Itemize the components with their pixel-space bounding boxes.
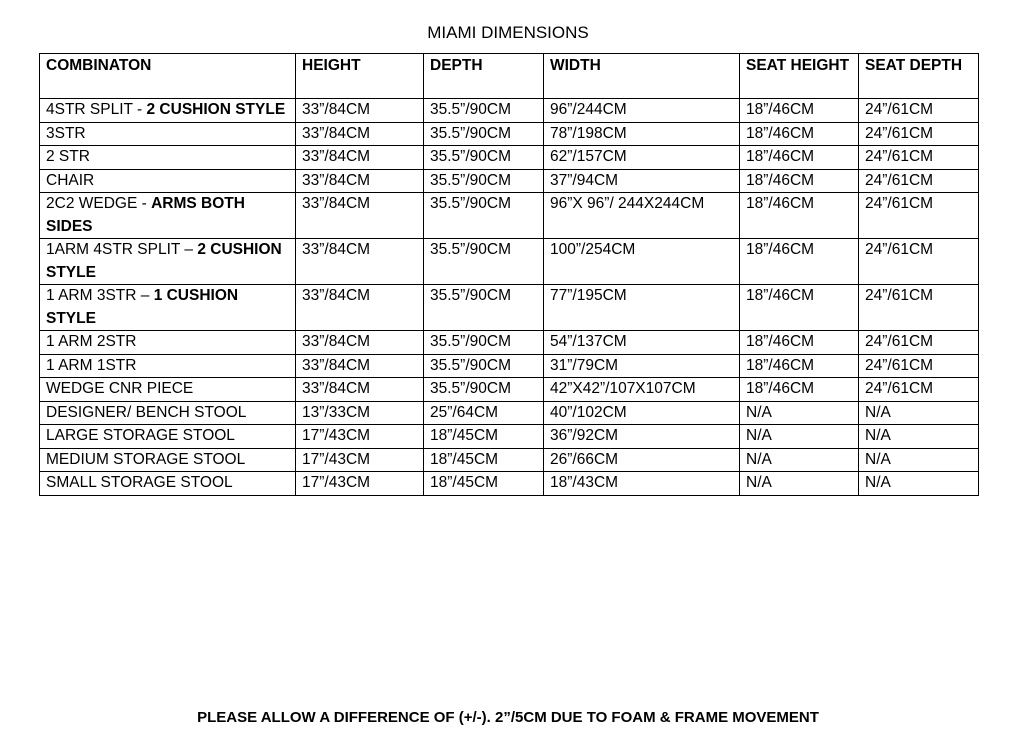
cell-width: 42”X42”/107X107CM: [544, 378, 740, 402]
cell-seat-height: 18”/46CM: [740, 99, 859, 123]
cell-combination: [40, 146, 296, 170]
table-row: [40, 378, 979, 402]
cell-depth: 35.5”/90CM: [424, 99, 544, 123]
table-header-row: [40, 54, 979, 99]
cell-height: 13”/33CM: [296, 401, 424, 425]
cell-combination: [40, 169, 296, 193]
table-row: [40, 401, 979, 425]
cell-seat-depth: 24”/61CM: [859, 354, 979, 378]
cell-combination: [40, 99, 296, 123]
cell-seat-depth: 24”/61CM: [859, 378, 979, 402]
cell-seat-height: 18”/46CM: [740, 169, 859, 193]
cell-width: 37”/94CM: [544, 169, 740, 193]
combination-text: 4STR SPLIT -: [46, 101, 147, 118]
cell-width: 96”X 96”/ 244X244CM: [544, 193, 740, 239]
cell-depth: 18”/45CM: [424, 472, 544, 496]
table-row: [40, 146, 979, 170]
cell-depth: 35.5”/90CM: [424, 122, 544, 146]
column-header-combination: COMBINATON: [40, 54, 296, 99]
combination-style-text: 2 CUSHION STYLE: [46, 241, 282, 281]
cell-height: 33”/84CM: [296, 193, 424, 239]
cell-seat-depth: N/A: [859, 448, 979, 472]
cell-combination: [40, 448, 296, 472]
combination-text: 1 ARM 2STR: [46, 333, 137, 350]
cell-height: 17”/43CM: [296, 472, 424, 496]
table-row: [40, 331, 979, 355]
cell-width: 62”/157CM: [544, 146, 740, 170]
cell-depth: 35.5”/90CM: [424, 354, 544, 378]
cell-height: 33”/84CM: [296, 99, 424, 123]
table-row: [40, 472, 979, 496]
tolerance-note: PLEASE ALLOW A DIFFERENCE OF (+/-). 2”/5CM DUE TO FOAM & FRAME MOVEMENT: [197, 709, 819, 726]
cell-seat-depth: 24”/61CM: [859, 99, 979, 123]
combination-text: LARGE STORAGE STOOL: [46, 427, 235, 444]
table-row: [40, 122, 979, 146]
cell-depth: 35.5”/90CM: [424, 239, 544, 285]
cell-depth: 35.5”/90CM: [424, 146, 544, 170]
combination-text: SMALL STORAGE STOOL: [46, 474, 233, 491]
cell-width: 77”/195CM: [544, 285, 740, 331]
cell-width: 26”/66CM: [544, 448, 740, 472]
cell-seat-depth: N/A: [859, 401, 979, 425]
combination-text: 1 ARM 3STR –: [46, 287, 154, 304]
column-header-height: HEIGHT: [296, 54, 424, 99]
cell-width: 40”/102CM: [544, 401, 740, 425]
cell-combination: [40, 285, 296, 331]
combination-text: 1 ARM 1STR: [46, 356, 137, 374]
cell-width: 36”/92CM: [544, 425, 740, 449]
cell-height: 33”/84CM: [296, 146, 424, 170]
cell-depth: 18”/45CM: [424, 425, 544, 449]
cell-combination: [40, 378, 296, 402]
cell-combination: [40, 193, 296, 239]
cell-width: 96”/244CM: [544, 99, 740, 123]
cell-seat-depth: 24”/61CM: [859, 146, 979, 170]
cell-height: 33”/84CM: [296, 331, 424, 355]
cell-width: 54”/137CM: [544, 331, 740, 355]
cell-seat-height: N/A: [740, 425, 859, 449]
table-row: [40, 425, 979, 449]
cell-seat-height: N/A: [740, 472, 859, 496]
cell-height: 33”/84CM: [296, 378, 424, 402]
cell-combination: [40, 331, 296, 355]
cell-width: 18”/43CM: [544, 472, 740, 496]
table-row: [40, 354, 979, 378]
cell-width: 31”/79CM: [544, 354, 740, 378]
table-row: [40, 448, 979, 472]
table-row: [40, 285, 979, 331]
table-row: [40, 99, 979, 123]
dimensions-table: [39, 53, 979, 496]
cell-seat-height: 18”/46CM: [740, 285, 859, 331]
cell-depth: 25”/64CM: [424, 401, 544, 425]
cell-seat-depth: 24”/61CM: [859, 239, 979, 285]
cell-height: 33”/84CM: [296, 354, 424, 378]
cell-seat-height: 18”/46CM: [740, 193, 859, 239]
cell-seat-depth: 24”/61CM: [859, 122, 979, 146]
cell-combination: [40, 239, 296, 285]
cell-seat-depth: N/A: [859, 472, 979, 496]
cell-combination: [40, 425, 296, 449]
table-row: [40, 193, 979, 239]
cell-seat-height: N/A: [740, 448, 859, 472]
cell-height: 17”/43CM: [296, 425, 424, 449]
combination-text: 1ARM 4STR SPLIT –: [46, 241, 198, 258]
cell-depth: 35.5”/90CM: [424, 193, 544, 239]
combination-text: 3STR: [46, 124, 86, 142]
cell-depth: 18”/45CM: [424, 448, 544, 472]
combination-text: MEDIUM STORAGE STOOL: [46, 450, 246, 468]
combination-text: 2 STR: [46, 148, 90, 165]
cell-height: 17”/43CM: [296, 448, 424, 472]
column-header-width: WIDTH: [544, 54, 740, 99]
cell-depth: 35.5”/90CM: [424, 331, 544, 355]
cell-height: 33”/84CM: [296, 169, 424, 193]
combination-text: WEDGE CNR PIECE: [46, 380, 194, 397]
combination-text: CHAIR: [46, 171, 95, 189]
cell-width: 100”/254CM: [544, 239, 740, 285]
cell-seat-height: 18”/46CM: [740, 354, 859, 378]
cell-height: 33”/84CM: [296, 285, 424, 331]
combination-text: 2C2 WEDGE -: [46, 195, 152, 212]
cell-depth: 35.5”/90CM: [424, 378, 544, 402]
cell-depth: 35.5”/90CM: [424, 285, 544, 331]
cell-seat-height: N/A: [740, 401, 859, 425]
cell-seat-height: 18”/46CM: [740, 239, 859, 285]
cell-seat-height: 18”/46CM: [740, 331, 859, 355]
combination-style-text: ARMS BOTH SIDES: [46, 195, 245, 235]
cell-combination: [40, 354, 296, 378]
table-row: [40, 239, 979, 285]
cell-combination: [40, 122, 296, 146]
table-row: [40, 169, 979, 193]
cell-seat-depth: 24”/61CM: [859, 285, 979, 331]
cell-depth: 35.5”/90CM: [424, 169, 544, 193]
combination-style-text: 2 CUSHION STYLE: [146, 101, 286, 118]
column-header-depth: DEPTH: [424, 54, 544, 99]
document-title: MIAMI DIMENSIONS: [427, 23, 589, 42]
cell-seat-height: 18”/46CM: [740, 146, 859, 170]
combination-text: DESIGNER/ BENCH STOOL: [46, 403, 247, 421]
cell-seat-depth: N/A: [859, 425, 979, 449]
cell-seat-height: 18”/46CM: [740, 378, 859, 402]
cell-seat-depth: 24”/61CM: [859, 169, 979, 193]
cell-seat-depth: 24”/61CM: [859, 331, 979, 355]
cell-width: 78”/198CM: [544, 122, 740, 146]
column-header-seat-depth: SEAT DEPTH: [859, 54, 979, 99]
cell-height: 33”/84CM: [296, 122, 424, 146]
cell-combination: [40, 472, 296, 496]
cell-height: 33”/84CM: [296, 239, 424, 285]
cell-seat-depth: 24”/61CM: [859, 193, 979, 239]
column-header-seat-height: SEAT HEIGHT: [740, 54, 859, 99]
cell-seat-height: 18”/46CM: [740, 122, 859, 146]
cell-combination: [40, 401, 296, 425]
combination-style-text: 1 CUSHION STYLE: [46, 287, 239, 327]
